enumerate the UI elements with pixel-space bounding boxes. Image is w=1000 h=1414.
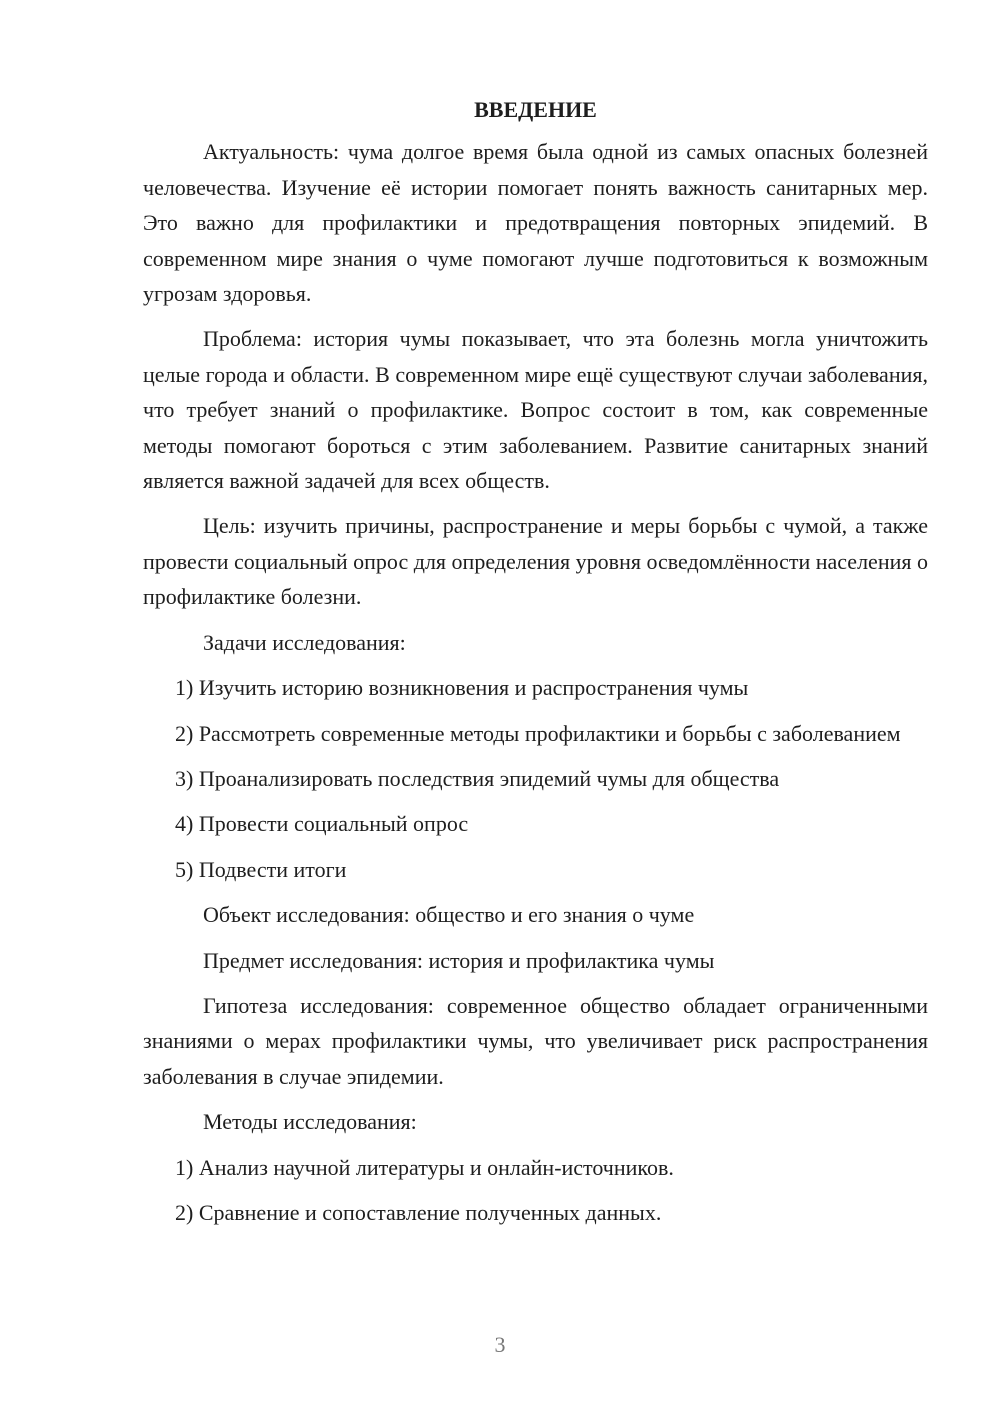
task-item: 4) Провести социальный опрос: [175, 811, 469, 837]
task-item: 1) Изучить историю возникновения и распространения чумы: [175, 675, 749, 701]
page-title: ВВЕДЕНИЕ: [474, 97, 597, 122]
research-object: Объект исследования: общество и его знания о чуме: [203, 902, 695, 928]
research-subject: Предмет исследования: история и профилактика чумы: [203, 947, 715, 973]
methods-heading: Методы исследования:: [203, 1109, 417, 1135]
page-number: 3: [494, 1332, 506, 1357]
problem-paragraph: Проблема: история чумы показывает, что эта болезнь могла уничтожить целые города и области. В современном мире ещё существуют случаи заболевания, что требует знаний о профилактике. Вопрос состоит в том, как современные методы помогают бороться с этим заболеванием. Развитие санитарных знаний является важной задачей для всех обществ.: [143, 326, 928, 494]
goal-paragraph: Цель: изучить причины, распространение и меры борьбы с чумой, а также провести социальный опрос для определения уровня осведомлённости населения о профилактике болезни.: [143, 513, 928, 610]
tasks-heading: Задачи исследования:: [203, 629, 406, 655]
page-content: [143, 92, 928, 1240]
hypothesis-paragraph: Гипотеза исследования: современное общество обладает ограниченными знаниями о мерах профилактики чумы, что увеличивает риск распространения заболевания в случае эпидемии.: [143, 992, 928, 1089]
method-item: 2) Сравнение и сопоставление полученных данных.: [175, 1199, 662, 1225]
task-item: 2) Рассмотреть современные методы профилактики и борьбы с заболеванием: [175, 720, 901, 746]
relevance-paragraph: Актуальность: чума долгое время была одной из самых опасных болезней человечества. Изучение её истории помогает понять важность санитарных мер. Это важно для профилактики и предотвращения повторных эпидемий. В современном мире знания о чуме помогают лучше подготовиться к возможным угрозам здоровья.: [143, 139, 928, 307]
task-item: 3) Проанализировать последствия эпидемий чумы для общества: [175, 765, 780, 791]
method-item: 1) Анализ научной литературы и онлайн-источников.: [175, 1154, 674, 1180]
task-item: 5) Подвести итоги: [175, 856, 347, 882]
